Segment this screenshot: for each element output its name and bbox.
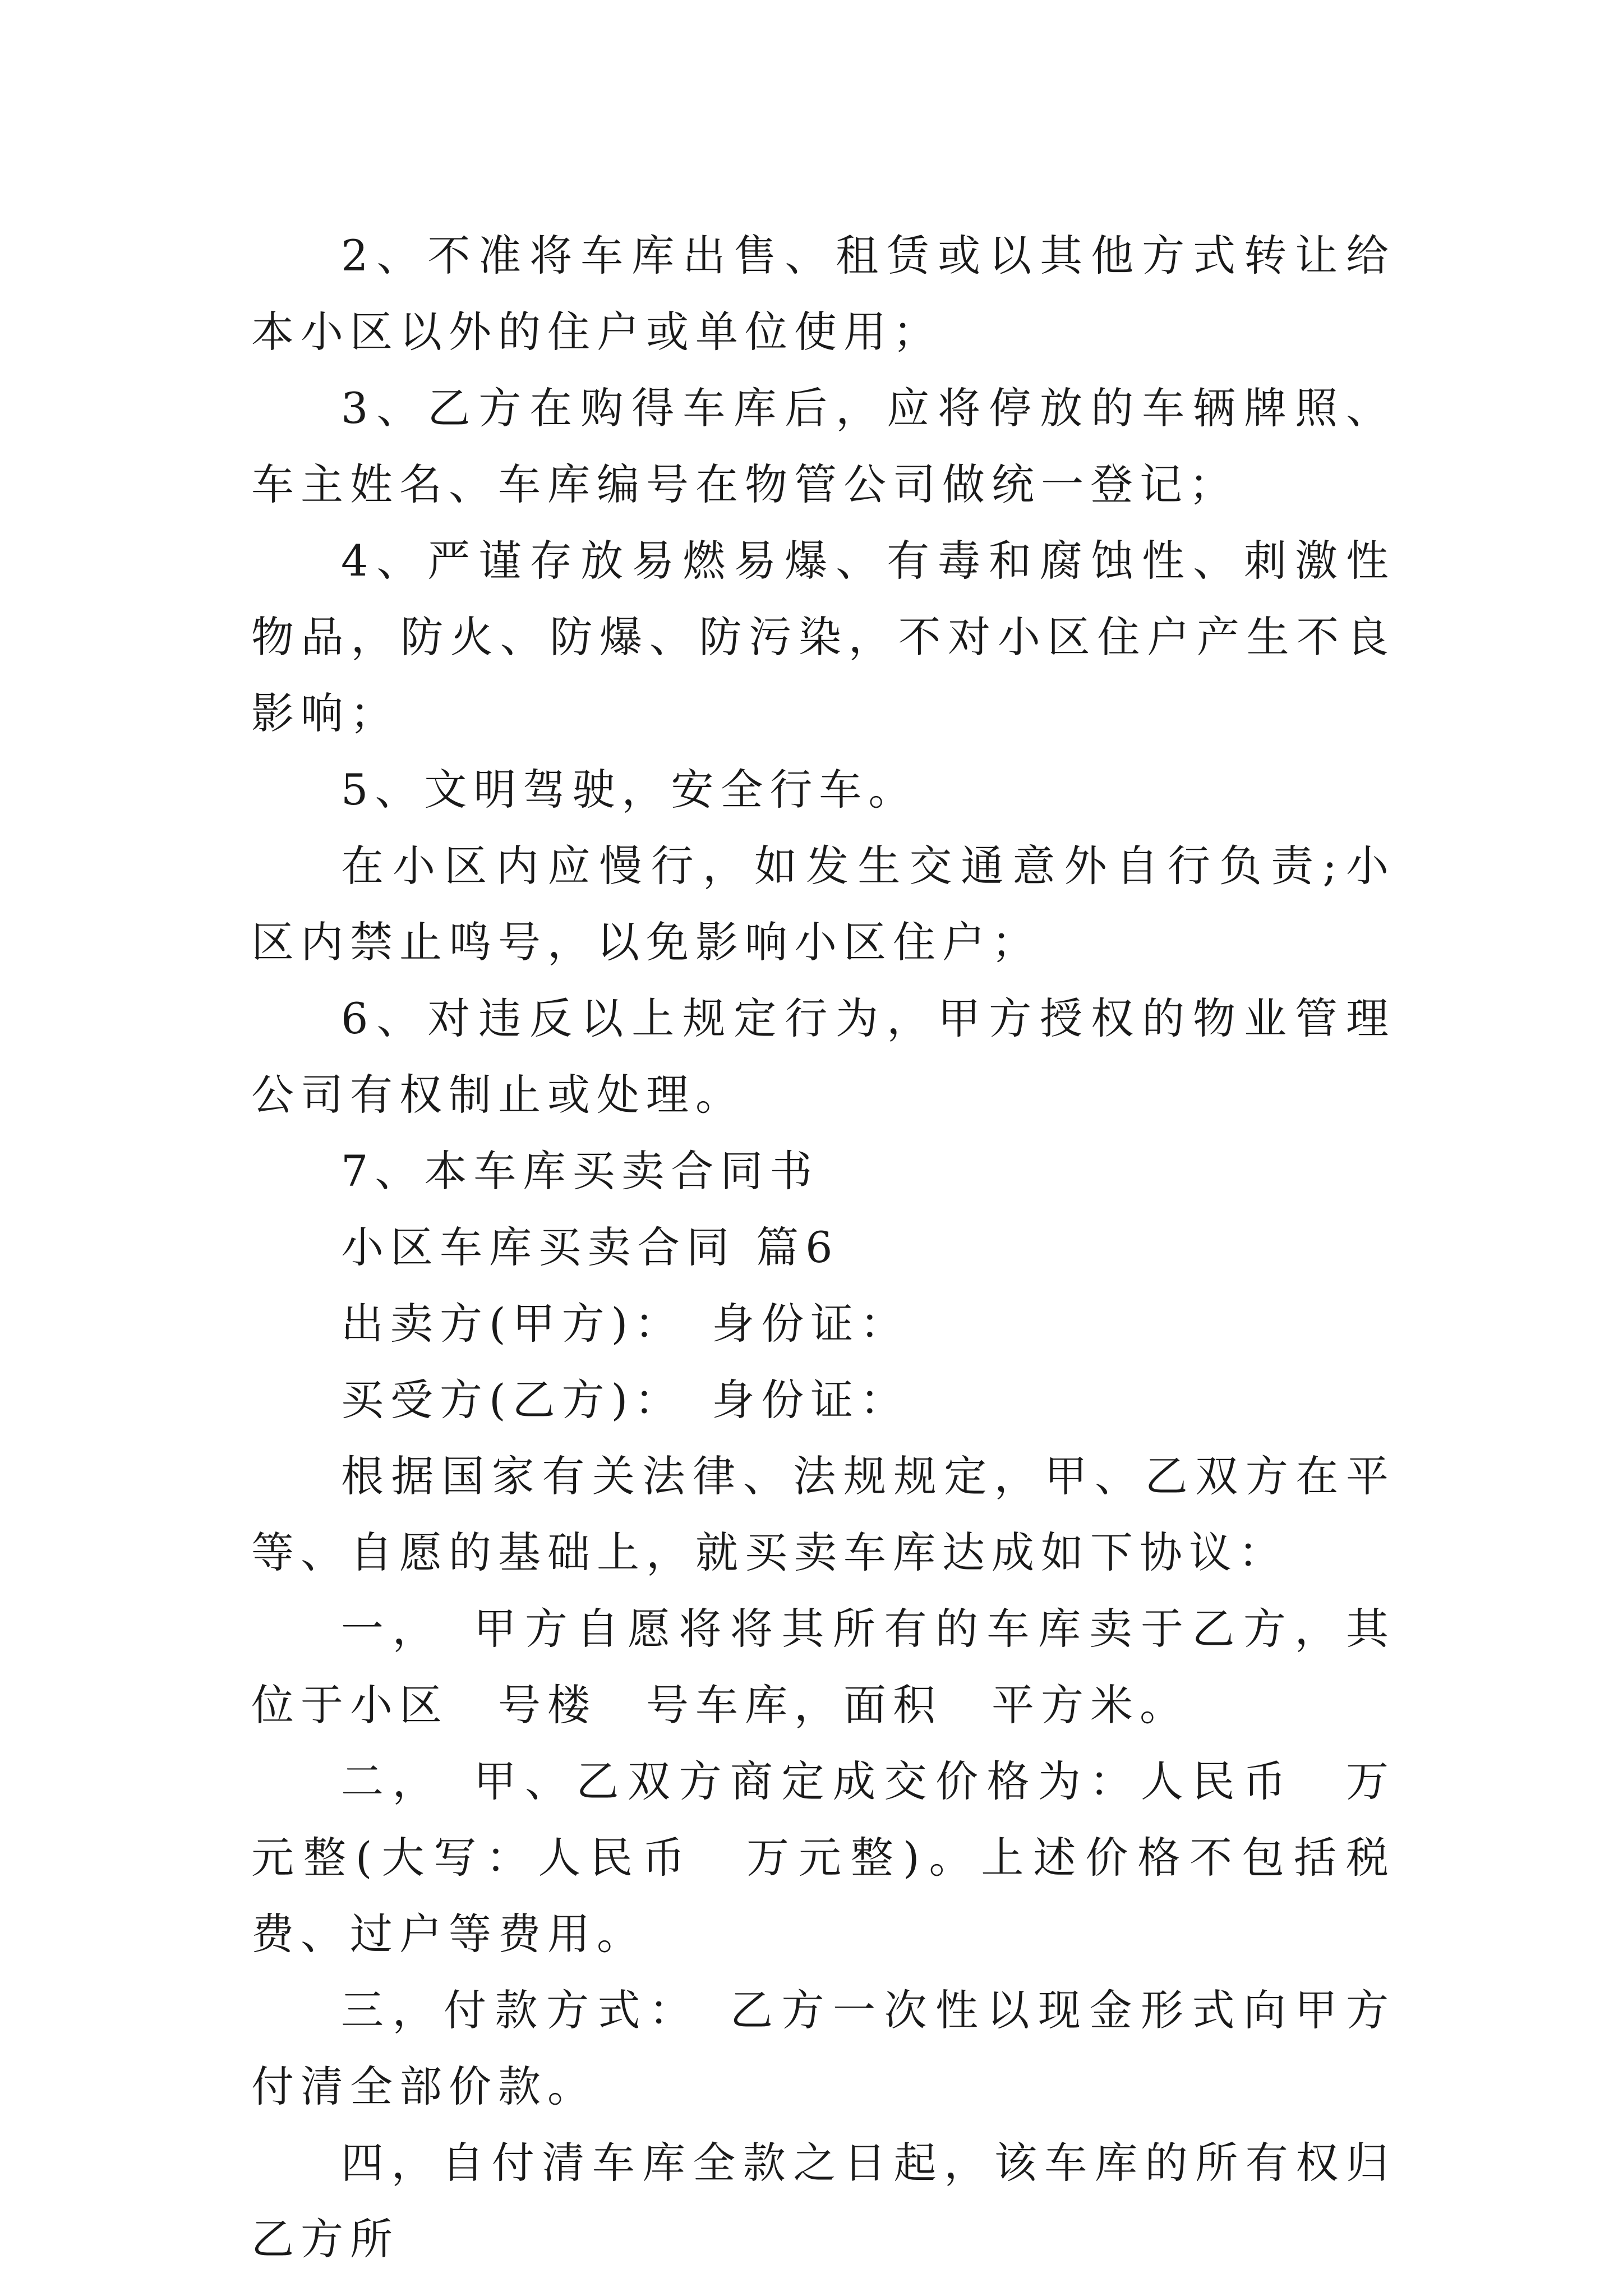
paragraph-clause-6: 6、对违反以上规定行为，甲方授权的物业管理公司有权制止或处理。 <box>251 993 1395 1120</box>
paragraph-article-1: 一， 甲方自愿将将其所有的车库卖于乙方，其位于小区 号楼 号车库，面积 平方米。 <box>251 1604 1395 1730</box>
party-seller-line: 出卖方(甲方)： 身份证： <box>341 1299 910 1349</box>
paragraph-clause-7: 7、本车库买卖合同书 <box>341 1146 819 1196</box>
paragraph-article-4: 四，自付清车库全款之日起，该车库的所有权归乙方所 <box>251 2138 1395 2264</box>
paragraph-article-2: 二， 甲、乙双方商定成交价格为：人民币 万元整(大写：人民币 万元整)。上述价格不包括税费、过户等费用。 <box>251 1756 1395 1959</box>
paragraph-clause-4: 4、严谨存放易燃易爆、有毒和腐蚀性、刺激性物品，防火、防爆、防污染，不对小区住户产生不良影响； <box>251 536 1395 738</box>
section-heading: 小区车库买卖合同 篇6 <box>341 1222 840 1272</box>
paragraph-slow-driving: 在小区内应慢行，如发生交通意外自行负责;小区内禁止鸣号，以免影响小区住户； <box>251 841 1395 967</box>
document-body <box>251 218 1395 2277</box>
party-buyer-line: 买受方(乙方)： 身份证： <box>341 1375 910 1425</box>
paragraph-clause-5: 5、文明驾驶，安全行车。 <box>341 765 918 815</box>
paragraph-preamble: 根据国家有关法律、法规规定，甲、乙双方在平等、自愿的基础上，就买卖车库达成如下协议： <box>251 1451 1395 1577</box>
paragraph-article-3: 三，付款方式： 乙方一次性以现金形式向甲方付清全部价款。 <box>251 1985 1395 2111</box>
paragraph-clause-3: 3、乙方在购得车库后，应将停放的车辆牌照、车主姓名、车库编号在物管公司做统一登记； <box>251 383 1395 509</box>
paragraph-clause-2: 2、不准将车库出售、租赁或以其他方式转让给本小区以外的住户或单位使用； <box>251 231 1395 357</box>
